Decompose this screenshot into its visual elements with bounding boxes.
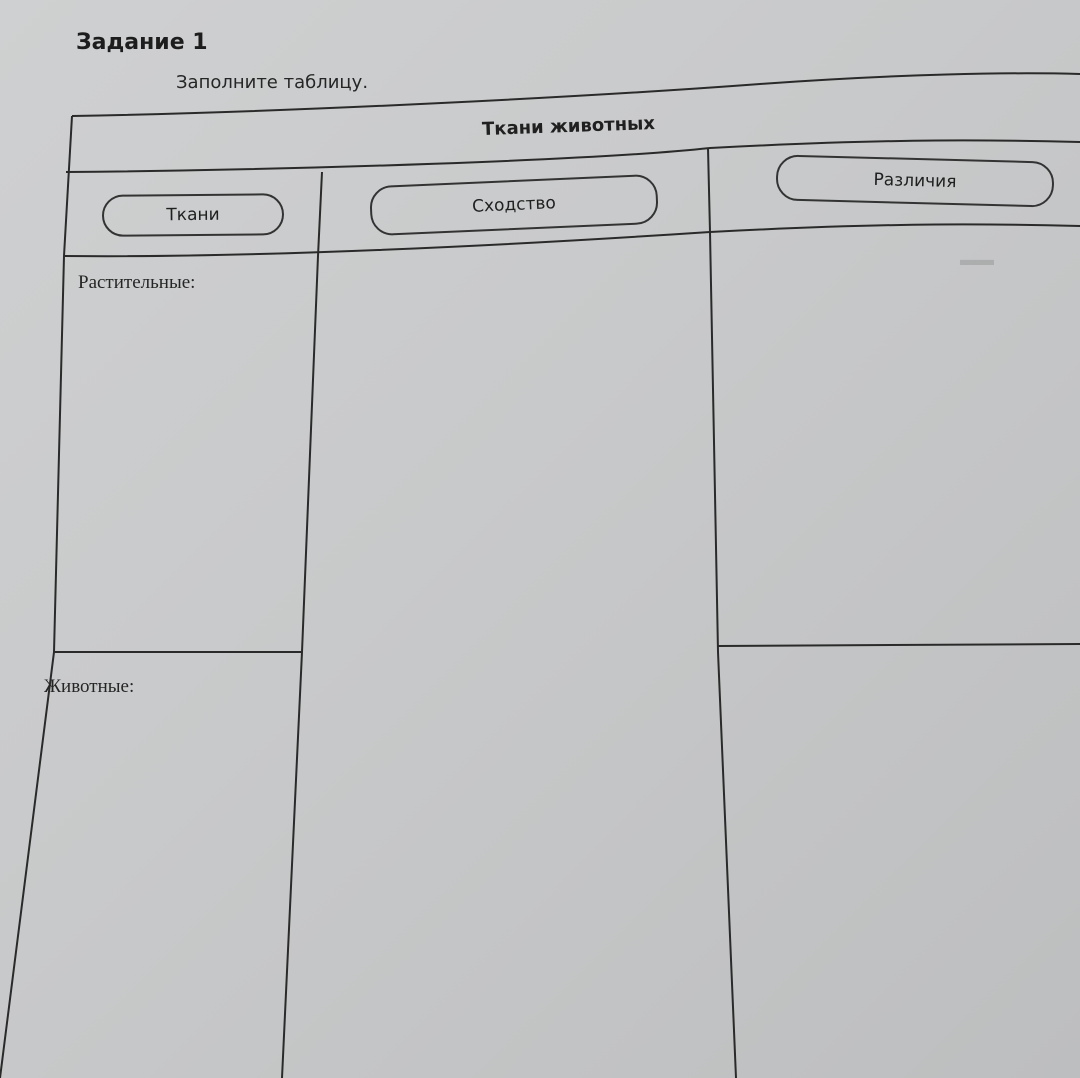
column-header-tkani: Ткани [102, 193, 284, 237]
cell-plant-tissues[interactable] [70, 300, 300, 640]
bleed-through: ▬▬ [960, 250, 994, 269]
cell-animal-tissues[interactable] [40, 710, 280, 1060]
cell-differences-plant[interactable] [725, 250, 1065, 630]
cell-differences-animal[interactable] [740, 660, 1070, 1060]
table-header: Ткани животных [481, 112, 656, 141]
task-instruction: Заполните таблицу. [176, 72, 369, 93]
row-label-zhivotnye: Животные: [44, 676, 135, 697]
row-label-rastitelnye: Растительные: [78, 272, 196, 293]
task-title: Задание 1 [76, 30, 208, 55]
cell-similarity[interactable] [330, 270, 700, 1050]
column-header-skhodstvo: Сходство [369, 174, 659, 237]
column-header-razlichiya: Различия [775, 154, 1054, 207]
